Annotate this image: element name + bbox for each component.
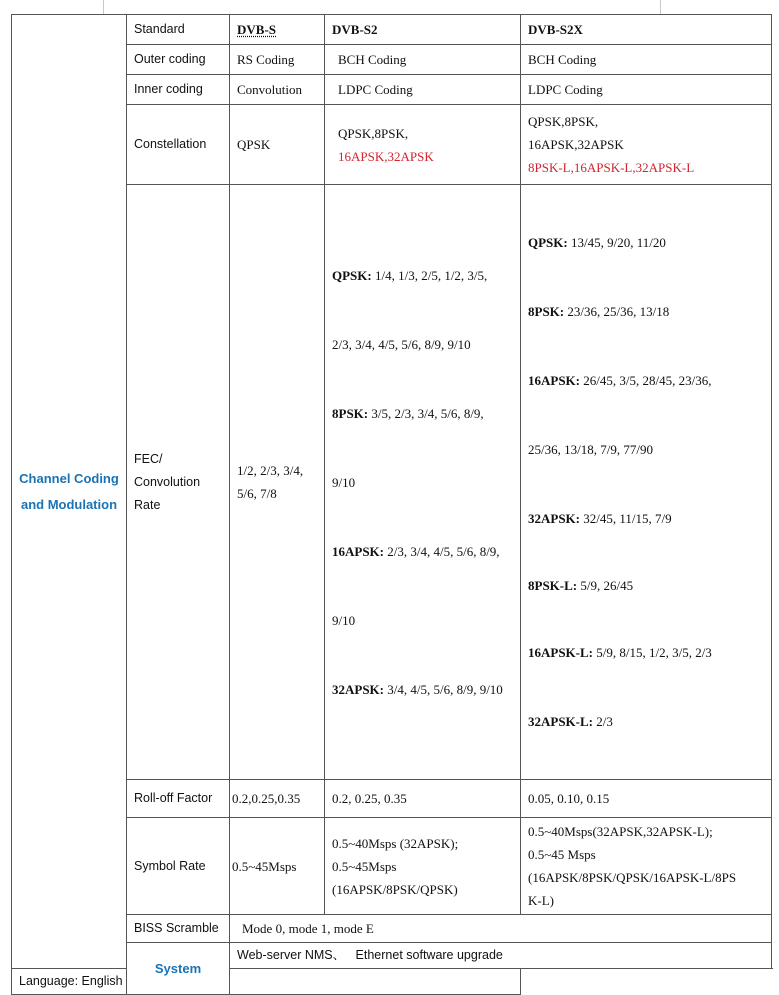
fec-dvbs2x-8psk-l-name: 8PSK-L: — [528, 578, 578, 593]
fec-dvbs2-16apsk-b: 9/10 — [332, 612, 356, 628]
section-channel-coding — [12, 15, 127, 969]
symbol-rate-label: Symbol Rate — [127, 818, 230, 915]
rolloff-dvbs2x: 0.05, 0.10, 0.15 — [521, 780, 772, 818]
header-dvbs2x — [521, 15, 772, 45]
section-title-line1: Channel Coding — [19, 470, 119, 486]
biss-label: BISS Scramble — [127, 915, 230, 943]
fec-dvbs2-qpsk-name: QPSK: — [332, 267, 372, 283]
fec-dvbs2x-32apsk-l-name: 32APSK-L: — [528, 714, 593, 729]
fec-dvbs2-8psk-b: 9/10 — [332, 474, 356, 490]
symbol-rate-dvbs2x-line2: 0.5~45 Msps — [528, 847, 596, 862]
rolloff-label: Roll-off Factor — [127, 780, 230, 818]
symbol-rate-dvbs2x-line4: K-L) — [528, 893, 554, 908]
biss-value: Mode 0, mode 1, mode E — [230, 915, 772, 943]
constellation-dvbs2x-line1: QPSK,8PSK, — [528, 114, 599, 129]
rolloff-dvbs: 0.2,0.25,0.35 — [230, 780, 325, 818]
outer-coding-dvbs2x: BCH Coding — [521, 45, 772, 75]
constellation-dvbs2x-line3: 8PSK-L,16APSK-L,32APSK-L — [528, 160, 695, 175]
header-dvbs — [230, 15, 325, 45]
fec-dvbs2x-32apsk: 32/45, 11/15, 7/9 — [580, 511, 672, 526]
row-system-language — [12, 969, 772, 995]
inner-coding-dvbs: Convolution — [230, 75, 325, 105]
fec-dvbs-line1: 1/2, 2/3, 3/4, — [237, 463, 304, 478]
header-dvbs2-text: DVB-S2 — [332, 22, 378, 37]
fec-dvbs2 — [325, 185, 521, 780]
fec-dvbs2-qpsk-b: 2/3, 3/4, 4/5, 5/6, 8/9, 9/10 — [332, 336, 471, 352]
inner-coding-dvbs2x: LDPC Coding — [521, 75, 772, 105]
constellation-label: Constellation — [127, 105, 230, 185]
spec-table — [11, 14, 772, 995]
constellation-dvbs2 — [325, 105, 521, 185]
fec-dvbs2x-32apsk-l: 2/3 — [593, 714, 613, 729]
fec-dvbs2x-8psk-l: 5/9, 26/45 — [577, 578, 634, 593]
symbol-rate-dvbs2x-line1: 0.5~40Msps(32APSK,32APSK-L); — [528, 824, 713, 839]
fec-dvbs2-qpsk-a: 1/4, 1/3, 2/5, 1/2, 3/5, — [371, 267, 488, 283]
fec-label-line1: FEC/ — [134, 451, 163, 466]
section-title-line2: and Modulation — [20, 496, 118, 512]
constellation-dvbs2-line1: QPSK,8PSK, — [338, 125, 409, 141]
fec-dvbs2-32apsk-a: 3/4, 4/5, 5/6, 8/9, 9/10 — [384, 681, 503, 697]
fec-dvbs2x-16apsk-b: 25/36, 13/18, 7/9, 77/90 — [528, 442, 653, 457]
inner-coding-dvbs2: LDPC Coding — [325, 75, 521, 105]
header-dvbs2x-text: DVB-S2X — [528, 22, 583, 37]
outer-coding-dvbs: RS Coding — [230, 45, 325, 75]
standard-label: Standard — [127, 15, 230, 45]
fec-dvbs-line2: 5/6, 7/8 — [237, 486, 277, 501]
fec-dvbs — [230, 185, 325, 780]
crop-mark-right — [660, 0, 661, 14]
fec-label-line2: Convolution — [134, 474, 201, 489]
symbol-rate-dvbs2-line3: (16APSK/8PSK/QPSK) — [332, 881, 458, 897]
fec-dvbs2x-16apsk-a: 26/45, 3/5, 28/45, 23/36, — [580, 373, 712, 388]
symbol-rate-dvbs2-line2: 0.5~45Msps — [332, 858, 397, 874]
crop-mark-left — [103, 0, 104, 14]
fec-dvbs2-8psk-a: 3/5, 2/3, 3/4, 5/6, 8/9, — [368, 405, 484, 421]
rolloff-dvbs2: 0.2, 0.25, 0.35 — [325, 780, 521, 818]
section-system: System — [127, 943, 230, 995]
header-dvbs-text: DVB-S — [237, 22, 277, 37]
fec-dvbs2-32apsk-name: 32APSK: — [332, 681, 384, 697]
header-dvbs2 — [325, 15, 521, 45]
constellation-dvbs2x-line2: 16APSK,32APSK — [528, 137, 624, 152]
system-nms: Web-server NMS、 Ethernet software upgrade — [230, 943, 772, 969]
constellation-dvbs2-line2: 16APSK,32APSK — [338, 148, 434, 164]
fec-dvbs2x — [521, 185, 772, 780]
fec-dvbs2x-8psk: 23/36, 25/36, 13/18 — [564, 304, 670, 319]
row-standard — [12, 15, 772, 45]
fec-label-line3: Rate — [134, 497, 161, 512]
constellation-dvbs2x — [521, 105, 772, 185]
symbol-rate-dvbs: 0.5~45Msps — [230, 818, 325, 915]
system-language: Language: English — [12, 969, 521, 995]
fec-dvbs2-8psk-name: 8PSK: — [332, 405, 369, 421]
outer-coding-label: Outer coding — [127, 45, 230, 75]
fec-dvbs2-16apsk-a: 2/3, 3/4, 4/5, 5/6, 8/9, — [384, 543, 500, 559]
fec-dvbs2x-16apsk-l: 5/9, 8/15, 1/2, 3/5, 2/3 — [593, 645, 712, 660]
fec-dvbs2x-16apsk-l-name: 16APSK-L: — [528, 645, 593, 660]
fec-dvbs2x-qpsk-name: QPSK: — [528, 235, 568, 250]
symbol-rate-dvbs2x — [521, 818, 772, 915]
constellation-dvbs: QPSK — [230, 105, 325, 185]
fec-dvbs2x-qpsk: 13/45, 9/20, 11/20 — [567, 235, 666, 250]
fec-label — [127, 185, 230, 780]
fec-dvbs2x-8psk-name: 8PSK: — [528, 304, 565, 319]
fec-dvbs2x-16apsk-name: 16APSK: — [528, 373, 580, 388]
outer-coding-dvbs2: BCH Coding — [325, 45, 521, 75]
symbol-rate-dvbs2-line1: 0.5~40Msps (32APSK); — [332, 835, 459, 851]
fec-dvbs2x-32apsk-name: 32APSK: — [528, 511, 580, 526]
symbol-rate-dvbs2x-line3: (16APSK/8PSK/QPSK/16APSK-L/8PS — [528, 870, 737, 885]
inner-coding-label: Inner coding — [127, 75, 230, 105]
fec-dvbs2-16apsk-name: 16APSK: — [332, 543, 384, 559]
symbol-rate-dvbs2 — [325, 818, 521, 915]
